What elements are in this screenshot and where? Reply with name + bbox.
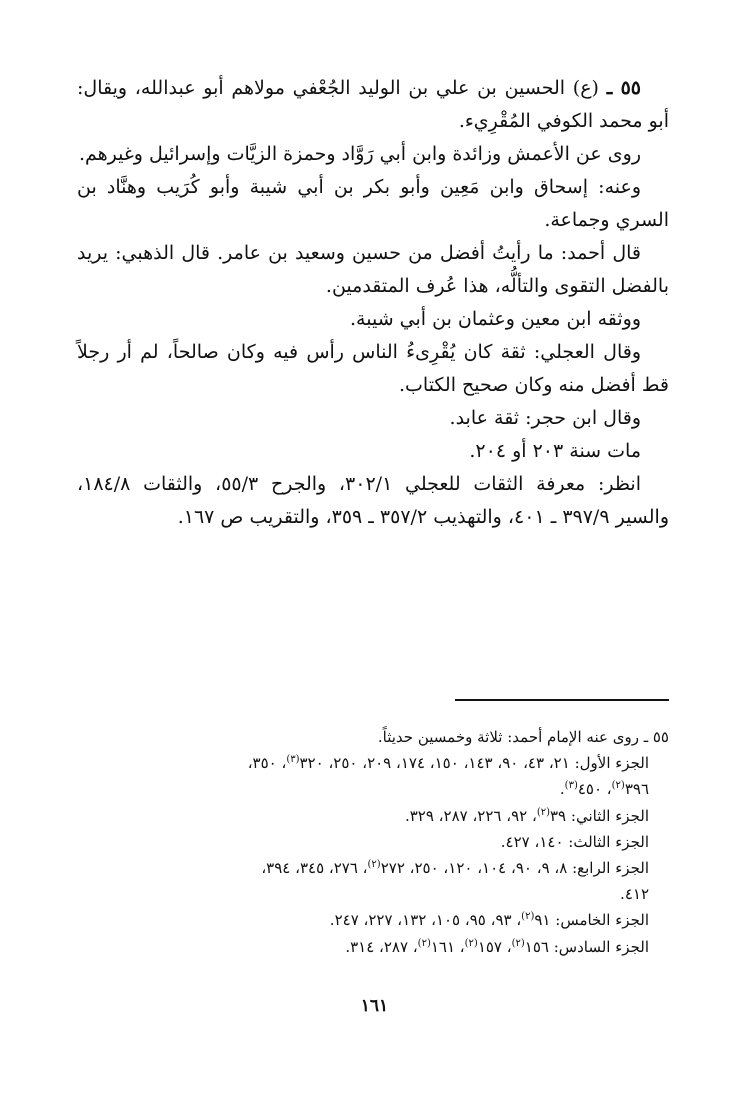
volume-numbers: ٨، ٩، ٩٠، ١٠٤، ١٢٠، ٢٥٠، ٢٧٢ bbox=[380, 859, 568, 878]
footnote-marker: (٢) bbox=[521, 911, 535, 923]
footnote-marker: (٢) bbox=[611, 780, 625, 792]
footnote-volume-5 bbox=[73, 907, 669, 933]
volume-label: الجزء السادس: bbox=[553, 937, 649, 956]
footnote-volume-2 bbox=[73, 803, 669, 829]
volume-numbers: ، ٢٧٦، ٣٤٥، ٣٩٤، bbox=[261, 859, 368, 878]
volume-numbers: ، ٢٨٧، ٣١٤. bbox=[345, 937, 418, 956]
volume-numbers: ١٥٦ bbox=[524, 937, 549, 956]
entry-heading bbox=[77, 72, 669, 138]
volume-numbers: ٣٩٦ bbox=[624, 780, 649, 799]
volume-numbers: ١٤٠، ٤٢٧. bbox=[500, 832, 564, 851]
page-number: ١٦١ bbox=[360, 996, 389, 1016]
volume-numbers: ، ١٥٧ bbox=[477, 937, 512, 956]
footnotes bbox=[73, 724, 669, 960]
footnote-intro: ٥٥ ـ روى عنه الإمام أحمد: ثلاثة وخمسين حديثاً. bbox=[377, 728, 669, 746]
biography-entry bbox=[77, 72, 669, 534]
footnote-volume-6 bbox=[73, 934, 669, 960]
volume-numbers: ، ٩٣، ٩٥، ١٠٥، ١٣٢، ٢٢٧، ٢٤٧. bbox=[329, 911, 522, 930]
volume-numbers: . bbox=[559, 780, 565, 799]
footnote-marker: (٣) bbox=[564, 780, 578, 792]
volume-label: الجزء الرابع: bbox=[572, 859, 649, 878]
volume-numbers: ٤١٢. bbox=[620, 885, 649, 904]
volume-label: الجزء الثالث: bbox=[568, 832, 649, 851]
footnote-volume-3 bbox=[73, 829, 669, 855]
volume-numbers: ٩١ bbox=[534, 911, 551, 930]
volume-numbers: ، ٣٥٠، bbox=[247, 754, 287, 773]
narrated-from-paragraph: روى عن الأعمش وزائدة وابن أبي رَوَّاد وحمزة الزيَّات وإسرائيل وغيرهم. bbox=[78, 143, 641, 165]
footnote-marker: (٢) bbox=[511, 937, 525, 949]
footnote-marker: (٢) bbox=[536, 806, 550, 818]
footnote-volume-1 bbox=[73, 750, 669, 802]
volume-label: الجزء الثاني: bbox=[570, 806, 649, 825]
footnote-volume-4 bbox=[73, 855, 669, 907]
tawthiq-paragraph: ووثقه ابن معين وعثمان بن أبي شيبة. bbox=[350, 308, 641, 330]
volume-numbers: ، ٩٢، ٢٢٦، ٢٨٧، ٣٢٩. bbox=[404, 806, 537, 825]
ijli-quote-paragraph: وقال العجلي: ثقة كان يُقْرِىءُ الناس رأس فيه وكان صالحاً، لم أر رجلاً قط أفضل منه وكان صحيح الكتاب. bbox=[77, 341, 669, 396]
footnote-marker: (٢) bbox=[417, 937, 431, 949]
footnote-marker: (٢) bbox=[464, 937, 478, 949]
entry-heading-text: (ع) الحسين بن علي بن الوليد الجُعْفي مولاهم أبو عبدالله، ويقال: أبو محمد الكوفي المُقْرِيء. bbox=[77, 77, 669, 132]
footnote-marker: (٢) bbox=[367, 859, 381, 871]
ibn-hajar-paragraph: وقال ابن حجر: ثقة عابد. bbox=[449, 407, 641, 429]
entry-number: ٥٥ ـ bbox=[606, 77, 642, 99]
narrated-by-paragraph: وعنه: إسحاق وابن مَعِين وأبو بكر بن أبي شيبة وأبو كُرَيب وهنَّاد بن السري وجماعة. bbox=[77, 176, 669, 231]
volume-label: الجزء الأول: bbox=[574, 754, 649, 773]
volume-numbers: ، ٤٥٠ bbox=[577, 780, 612, 799]
footnote-marker: (٣) bbox=[286, 754, 300, 766]
death-paragraph: مات سنة ٢٠٣ أو ٢٠٤. bbox=[469, 440, 641, 462]
references-paragraph: انظر: معرفة الثقات للعجلي ٣٠٢/١، والجرح ٥٥/٣، والثقات ١٨٤/٨، والسير ٣٩٧/٩ ـ ٤٠١، والتهذيب ٣٥٧/٢ ـ ٣٥٩، والتقريب ص ١٦٧. bbox=[77, 473, 669, 528]
volume-label: الجزء الخامس: bbox=[555, 911, 649, 930]
footnote-divider bbox=[455, 699, 669, 701]
volume-numbers: ٣٩ bbox=[550, 806, 567, 825]
volume-numbers: ، ١٦١ bbox=[430, 937, 465, 956]
ahmad-quote-paragraph: قال أحمد: ما رأيتُ أفضل من حسين وسعيد بن عامر. قال الذهبي: يريد بالفضل التقوى والتألُّه، هذا عُرف المتقدمين. bbox=[77, 242, 669, 297]
volume-numbers: ٢١، ٤٣، ٩٠، ١٤٣، ١٥٠، ١٧٤، ٢٠٩، ٢٥٠، ٣٢٠ bbox=[299, 754, 570, 773]
